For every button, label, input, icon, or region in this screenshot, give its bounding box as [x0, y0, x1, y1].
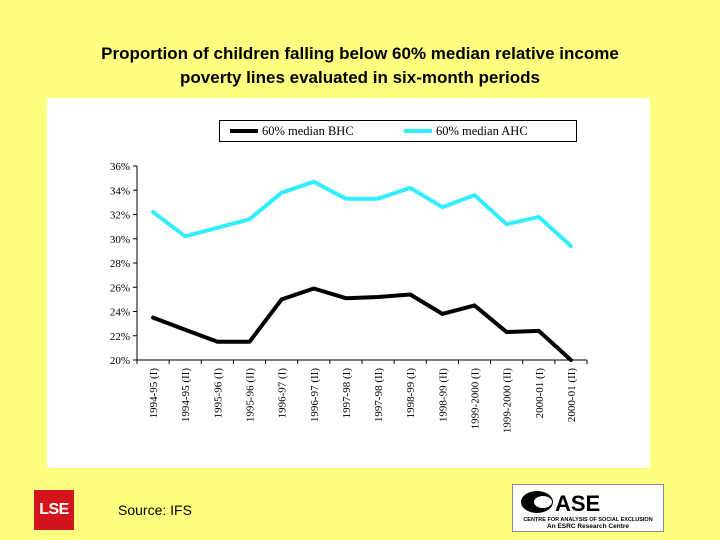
- y-tick-label: 32%: [109, 209, 130, 222]
- legend-label-bhc: 60% median BHC: [262, 123, 354, 138]
- x-tick-label: 1996-97 (II): [308, 368, 321, 423]
- x-tick-label: 1998-99 (II): [437, 368, 450, 423]
- source-note: Source: IFS: [118, 502, 192, 518]
- legend-label-ahc: 60% median AHC: [436, 123, 528, 138]
- lse-logo: [34, 490, 74, 530]
- legend: [219, 120, 577, 142]
- case-logo-graphic: [513, 485, 663, 531]
- chart-title: [0, 42, 720, 90]
- series-line-ahc: [153, 182, 571, 246]
- legend-swatch-bhc: [230, 129, 258, 133]
- y-tick-label: 22%: [109, 330, 130, 343]
- legend-swatch-ahc: [404, 129, 432, 133]
- line-chart: [47, 98, 650, 468]
- case-logo: [512, 484, 664, 532]
- x-tick-label: 2000-01 (II): [565, 368, 578, 423]
- y-tick-label: 28%: [109, 258, 130, 270]
- chart-title-line-1: Proportion of children falling below 60% median relative income: [101, 44, 619, 63]
- lse-logo-text: LSE: [39, 501, 69, 518]
- y-tick-label: 20%: [109, 355, 130, 367]
- legend-item-ahc: [404, 123, 528, 139]
- x-tick-label: 1997-98 (II): [373, 368, 386, 423]
- x-tick-label: 1995-96 (I): [212, 368, 225, 419]
- x-tick-label: 1999-2000 (I): [469, 368, 482, 430]
- x-tick-label: 1994-95 (II): [180, 368, 193, 423]
- y-tick-label: 26%: [109, 282, 130, 295]
- x-tick-label: 1996-97 (I): [276, 368, 289, 419]
- x-tick-label: 1998-99 (I): [405, 368, 418, 419]
- y-tick-label: 36%: [109, 161, 130, 173]
- y-tick-label: 34%: [109, 185, 130, 198]
- case-logo-word: ASE: [555, 491, 601, 516]
- case-logo-line-2: An ESRC Research Centre: [547, 523, 629, 530]
- y-tick-label: 24%: [109, 306, 130, 319]
- case-logo-mark-cutout: [534, 496, 552, 508]
- series-line-bhc: [153, 289, 571, 361]
- x-tick-label: 1997-98 (I): [340, 368, 353, 419]
- x-tick-label: 1995-96 (II): [244, 368, 257, 423]
- legend-item-bhc: [230, 123, 354, 139]
- x-tick-label: 1999-2000 (II): [501, 367, 514, 434]
- x-tick-label: 2000-01 (I): [533, 368, 546, 419]
- chart-panel: [47, 98, 650, 468]
- chart-title-line-2: poverty lines evaluated in six-month periods: [180, 68, 540, 87]
- x-tick-label: 1994-95 (I): [148, 368, 161, 419]
- y-tick-label: 30%: [109, 233, 130, 246]
- case-logo-line-1: CENTRE FOR ANALYSIS OF SOCIAL EXCLUSION: [523, 517, 653, 523]
